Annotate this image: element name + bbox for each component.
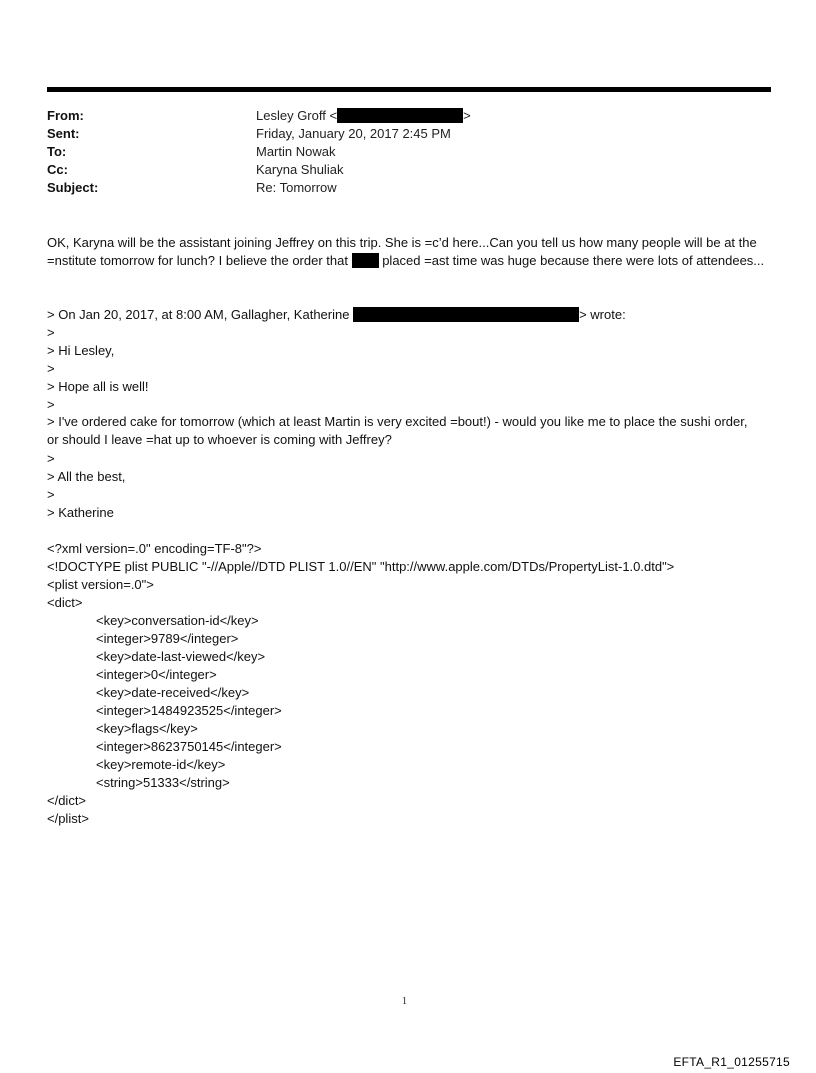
quote-line: > All the best, [47,469,126,484]
quote-line: > [47,397,55,412]
quote-line: > [47,451,55,466]
plist-xml-decl: <?xml version=.0" encoding=TF-8"?> [47,541,262,556]
plist-line: <key>conversation-id</key> [96,613,259,628]
redacted-email-2 [353,307,579,322]
plist-line: <integer>1484923525</integer> [96,703,282,718]
document-id: EFTA_R1_01255715 [673,1055,790,1069]
quote-line: > [47,325,55,340]
plist-line: <integer>9789</integer> [96,631,239,646]
from-close: > [463,108,471,123]
cc-value: Karyna Shuliak [256,162,344,177]
from-name: Lesley Groff < [256,108,338,123]
body-paragraph [47,234,767,270]
quote-intro [47,306,626,324]
message-body [47,234,767,270]
plist-close: </plist> [47,811,89,826]
plist-dict-close: </dict> [47,793,87,808]
body-text-b: placed =ast time was huge because there were lots of attendees... [378,253,765,268]
plist-line: <integer>8623750145</integer> [96,739,282,754]
plist-line: <integer>0</integer> [96,667,217,682]
redacted-email [337,108,463,123]
subject-value: Re: Tomorrow [256,180,337,195]
quote-paragraph: > I've ordered cake for tomorrow (which at least Martin is very excited =bout!) - would you like me to place the sushi order, or should I leave =hat up to whoever is coming with Jeffrey? [47,414,748,447]
sent-label: Sent: [47,126,80,141]
plist-open: <plist version=.0"> [47,577,154,592]
plist-line: <key>flags</key> [96,721,198,736]
redacted-name [352,253,379,268]
plist-line: <key>remote-id</key> [96,757,226,772]
quote-line: > Hope all is well! [47,379,149,394]
plist-dict-open: <dict> [47,595,83,610]
to-value: Martin Nowak [256,144,336,159]
plist-line: <key>date-received</key> [96,685,250,700]
sent-value: Friday, January 20, 2017 2:45 PM [256,126,451,141]
plist-line: <key>date-last-viewed</key> [96,649,266,664]
body-text-a: OK, Karyna will be the assistant joining Jeffrey on this trip. She is =c’d here...Can you tell us how many people will be at the =nstitute tomorrow for lunch? I believe the order that [47,235,757,268]
quote-line: > Katherine [47,505,114,520]
quote-intro-wrote: > wrote: [579,307,626,322]
plist-doctype: <!DOCTYPE plist PUBLIC "-//Apple//DTD PLIST 1.0//EN" "http://www.apple.com/DTDs/PropertyList-1.0.dtd"> [47,559,675,574]
quote-line: > Hi Lesley, [47,343,115,358]
from-value [256,107,471,125]
from-label: From: [47,108,84,123]
quote-line: > [47,361,55,376]
quote-intro-text: > On Jan 20, 2017, at 8:00 AM, Gallagher, Katherine [47,307,354,322]
header-rule [47,87,771,92]
plist-line: <string>51333</string> [96,775,230,790]
to-label: To: [47,144,67,159]
quote-line: > [47,487,55,502]
page-number: 1 [402,996,407,1007]
cc-label: Cc: [47,162,68,177]
subject-label: Subject: [47,180,99,195]
